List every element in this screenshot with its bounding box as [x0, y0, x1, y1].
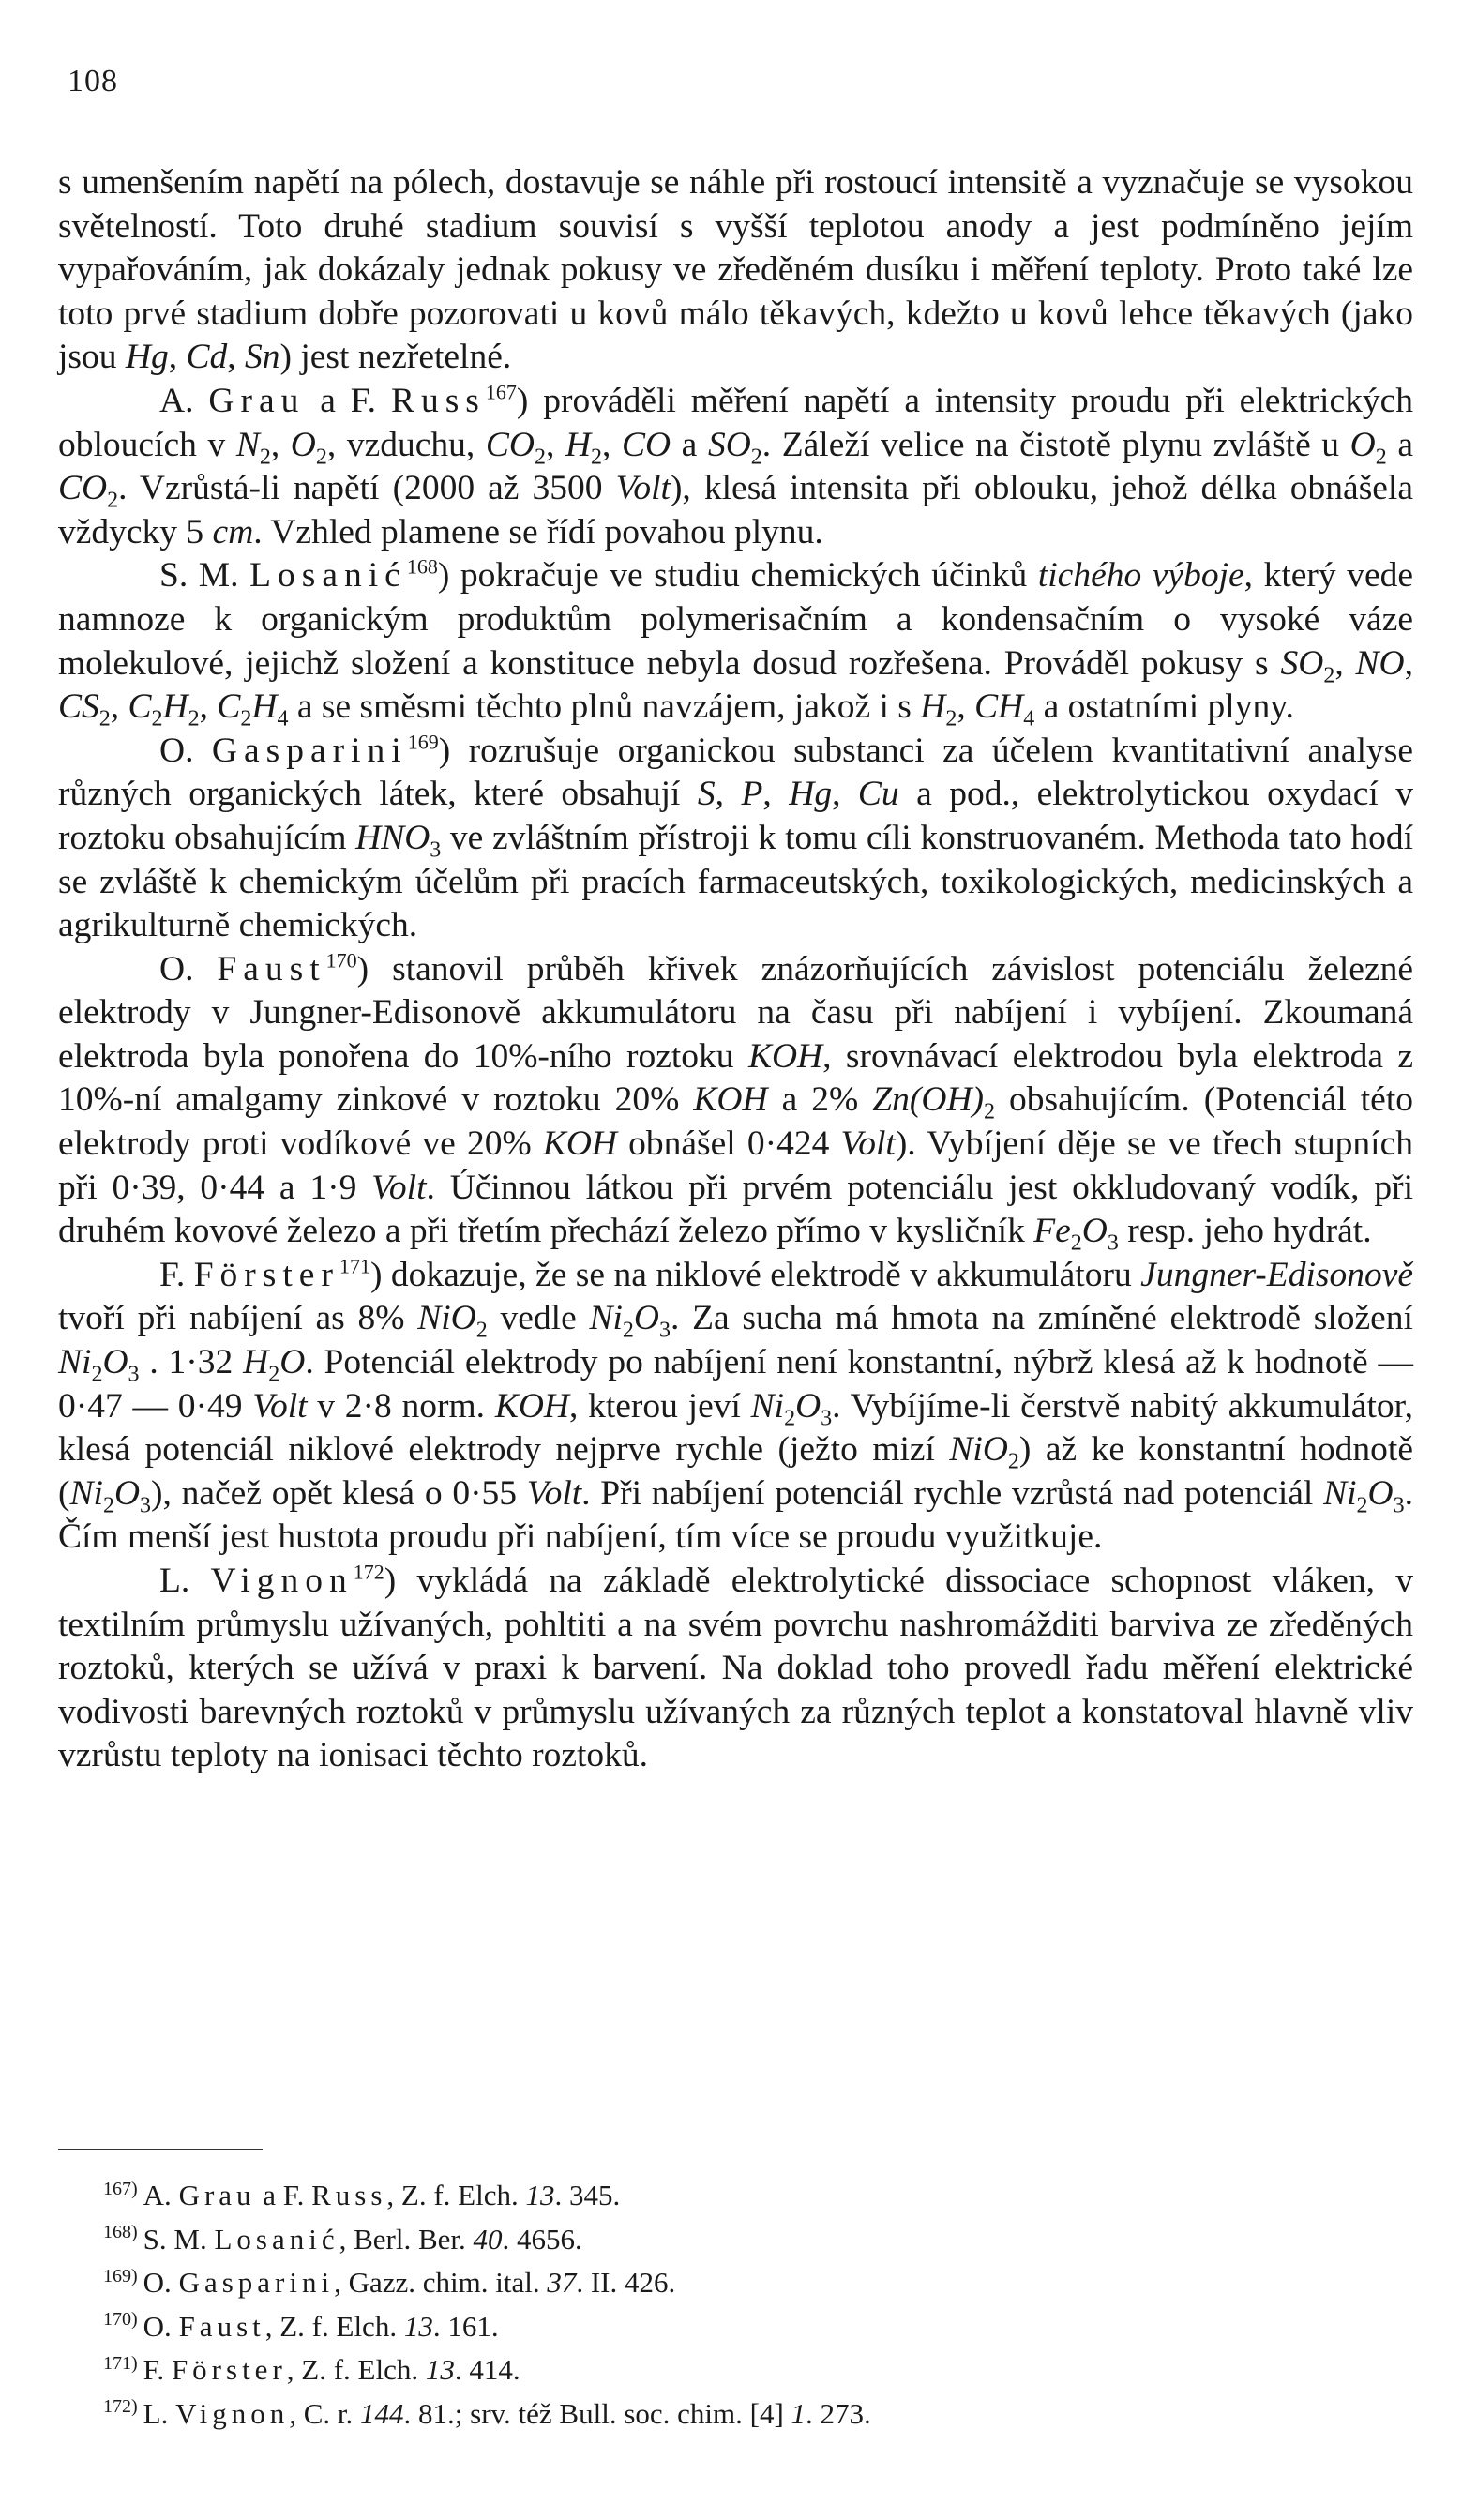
text-run: ), klesá intensita při oblouku, jehož délka obnášela vždycky 5: [58, 469, 1413, 551]
paragraph-p1: [58, 161, 1413, 380]
author-name: Grau: [208, 381, 306, 420]
text-run: ve zvláštním přístroji k tomu cíli konstruovaném. Methoda tato hodí se zvláště k chemickým účelům při pracích farmaceutských, toxikologických, medicinských a agrikulturně chemických.: [58, 818, 1414, 945]
italic-text: O: [795, 1386, 821, 1426]
footnote-text: [143, 2266, 676, 2299]
text-run: ,: [270, 425, 291, 464]
italic-text: Volt: [526, 1473, 582, 1513]
italic-text: Fe: [1033, 1212, 1071, 1251]
paragraph-p5: [58, 948, 1413, 1254]
subscript: 2: [98, 706, 111, 732]
italic-text: Ni: [750, 1386, 785, 1426]
footnote-number: 170): [103, 2309, 138, 2331]
author-name: Förster: [171, 2353, 287, 2386]
footnote-ref: 170: [325, 948, 357, 973]
text-run: , Z. f. Elch.: [264, 2309, 404, 2343]
text-run: ,: [957, 687, 975, 727]
text-run: A.: [143, 2179, 179, 2211]
text-run: resp. jeho hydrát.: [1118, 1212, 1372, 1251]
text-run: L.: [143, 2396, 176, 2430]
text-run: . 345.: [554, 2179, 621, 2211]
italic-text: H: [162, 687, 188, 727]
subscript: 2: [240, 706, 252, 732]
text-run: ,: [110, 687, 128, 727]
text-run: , Gazz. chim. ital.: [334, 2266, 548, 2299]
italic-text: Cd: [186, 338, 228, 377]
text-run: v 2·8 norm.: [307, 1386, 495, 1426]
paragraph-p3: [58, 554, 1414, 732]
footnote-text: [143, 2179, 621, 2211]
subscript: 2: [1007, 1449, 1019, 1474]
subscript: 2: [591, 445, 603, 470]
paragraph-p6: [58, 1254, 1413, 1560]
text-run: S. M.: [159, 556, 250, 596]
subscript: 3: [821, 1406, 833, 1431]
italic-text: SO: [1280, 643, 1324, 683]
author-name: Faust: [217, 949, 326, 988]
text-run: a: [671, 425, 708, 464]
footnote-separator: [58, 2149, 263, 2150]
italic-text: Volt: [840, 1124, 896, 1164]
italic-text: O: [1349, 425, 1376, 464]
text-run: . 81.; srv. též Bull. soc. chim. [4]: [403, 2396, 791, 2430]
italic-text: O: [279, 1343, 306, 1382]
text-run: . Záleží velice na čistotě plynu zvláště u: [761, 425, 1350, 464]
subscript: 2: [188, 706, 200, 732]
italic-text: Ni: [1323, 1473, 1357, 1513]
italic-text: KOH: [494, 1386, 569, 1426]
subscript: 3: [1107, 1230, 1119, 1256]
italic-text: H: [251, 687, 278, 727]
text-run: a: [1386, 425, 1413, 464]
subscript: 2: [1323, 663, 1335, 688]
text-run: . Za sucha má hmota na zmíněné elektrodě složení: [671, 1299, 1413, 1338]
page-number: 108: [68, 64, 118, 98]
author-name: Vignon: [175, 2396, 290, 2430]
footnote-number: 172): [103, 2396, 138, 2418]
italic-text: O: [633, 1299, 659, 1338]
italic-text: Volt: [371, 1168, 427, 1207]
paragraph-p4: [58, 730, 1413, 948]
subscript: 2: [102, 1493, 114, 1518]
footnote-text: [143, 2223, 582, 2256]
italic-text: C: [128, 687, 152, 727]
italic-text: 144: [360, 2396, 404, 2430]
author-name: Vignon: [210, 1562, 354, 1600]
footnote-170: [103, 2305, 1416, 2349]
text-run: . Při nabíjení potenciál rychle vzrůstá nad potenciál: [581, 1473, 1324, 1513]
text-run: . 273.: [806, 2396, 871, 2430]
footnote-167: [103, 2174, 1416, 2218]
italic-text: NiO: [417, 1299, 476, 1338]
footnote-number: 171): [103, 2352, 138, 2374]
subscript: 2: [750, 445, 762, 470]
subscript: 2: [151, 706, 163, 732]
text-run: vedle: [487, 1299, 590, 1338]
text-run: ,: [168, 338, 187, 377]
subscript: 2: [622, 1318, 634, 1343]
subscript: 2: [315, 445, 327, 470]
footnote-ref: 168: [406, 554, 438, 579]
text-run: . 414.: [454, 2353, 520, 2386]
author-name: Gasparini: [211, 731, 408, 770]
italic-text: Ni: [58, 1343, 92, 1382]
subscript: 4: [1023, 706, 1035, 732]
text-run: ) vykládá na základě elektrolytické dissociace schopnost vláken, v textilním průmyslu užívaných, pohltiti a na svém povrchu nashromážditi barviva ze zředěných roztoků, kterých se užívá v praxi k barvení. Na doklad toho provedl řadu měření elektrické vodivosti barevných roztoků v průmyslu užívaných za různých teplot a konstatoval hlavně vliv vzrůstu teploty na ionisaci těchto roztoků.: [58, 1562, 1413, 1775]
italic-text: Hg: [125, 338, 169, 377]
text-run: ,: [715, 775, 742, 814]
text-run: ), načež opět klesá o 0·55: [151, 1473, 527, 1513]
author-name: Russ: [390, 381, 486, 420]
subscript: 2: [91, 1362, 103, 1387]
subscript: 3: [430, 837, 442, 863]
footnote-ref: 172: [353, 1560, 384, 1584]
text-run: ). Vybíjení děje se ve třech stupních při 0·39, 0·44 a 1·9: [58, 1124, 1413, 1207]
italic-text: Jungner-Edisonově: [1140, 1255, 1413, 1294]
italic-text: Zn(OH): [872, 1080, 985, 1120]
text-run: ,: [1334, 643, 1356, 683]
italic-text: C: [217, 687, 241, 727]
text-run: ,: [227, 338, 245, 377]
italic-text: cm: [212, 512, 254, 551]
text-run: A.: [159, 381, 209, 420]
text-run: O.: [143, 2266, 179, 2299]
subscript: 3: [659, 1318, 671, 1343]
subscript: 3: [140, 1493, 152, 1518]
author-name: Russ: [311, 2179, 387, 2211]
text-run: . Potenciál elektrody po nabíjení není konstantní, nýbrž klesá až k hodnotě — 0·47 — 0·49: [58, 1343, 1413, 1426]
text-run: ) prováděli měření napětí a intensity proudu při elektrických obloucích v: [58, 381, 1413, 464]
text-run: F.: [143, 2353, 172, 2386]
text-run: F.: [159, 1255, 194, 1294]
author-name: Losanić: [249, 556, 407, 596]
text-run: a 2%: [767, 1080, 873, 1120]
text-run: ,: [602, 425, 622, 464]
italic-text: 40: [473, 2222, 503, 2256]
text-run: obsahujícím. (Potenciál této elektrody proti vodíkové ve 20%: [58, 1080, 1413, 1164]
subscript: 2: [268, 1362, 280, 1387]
text-run: ,: [1404, 643, 1414, 683]
footnote-169: [103, 2261, 1416, 2305]
text-run: ) až ke konstantní hodnotě (: [58, 1430, 1413, 1513]
text-run: . Čím menší jest hustota proudu při nabíjení, tím více se proudu využitkuje.: [58, 1473, 1413, 1557]
text-run: ) jest nezřetelné.: [279, 338, 512, 377]
text-run: ,: [832, 775, 858, 814]
text-run: a pod., elektrolytickou oxydací v roztoku obsahujícím: [58, 775, 1414, 857]
italic-text: 13: [425, 2353, 455, 2386]
text-run: L.: [159, 1562, 211, 1600]
text-run: . 1·32: [139, 1343, 244, 1382]
text-run: a F.: [255, 2179, 312, 2211]
italic-text: Ni: [589, 1299, 623, 1338]
author-name: Gasparini: [178, 2266, 335, 2299]
text-run: ,: [545, 425, 565, 464]
author-name: Förster: [193, 1255, 339, 1294]
footnote-ref: 167: [485, 380, 517, 404]
subscript: 2: [1375, 445, 1387, 470]
footnote-172: [103, 2392, 1416, 2437]
author-name: Faust: [178, 2309, 265, 2343]
subscript: 2: [534, 445, 546, 470]
footnote-171: [103, 2348, 1416, 2392]
subscript: 2: [1356, 1493, 1368, 1518]
footnote-text: [143, 2353, 520, 2386]
italic-text: N: [235, 425, 260, 464]
subscript: 3: [128, 1362, 140, 1387]
text-run: , C. r.: [289, 2396, 361, 2430]
footnote-number: 167): [103, 2178, 138, 2199]
text-run: . Vzhled plamene se řídí povahou plynu.: [253, 512, 823, 551]
text-run: . Vybíjíme-li čerstvě nabitý akkumulátor, klesá potenciál niklové elektrody nejprve rychle (ježto mizí: [58, 1386, 1413, 1470]
footnote-text: [143, 2397, 871, 2430]
subscript: 2: [784, 1406, 796, 1431]
text-run: a se směsmi těchto plnů navzájem, jakož i s: [288, 687, 921, 727]
text-run: tvoří při nabíjení as 8%: [58, 1299, 418, 1338]
text-run: O.: [159, 731, 212, 770]
subscript: 2: [107, 488, 119, 513]
text-run: , který vede namnoze k organickým produktům polymerisačním a kondensačním o vysoké váze molekulové, jejichž složení a konstituce nebyla dosud rozřešena. Prováděl pokusy s: [58, 556, 1413, 683]
italic-text: Volt: [615, 469, 671, 508]
italic-text: O: [102, 1343, 128, 1382]
text-run: a F.: [305, 381, 391, 420]
text-run: ,: [199, 687, 218, 727]
footnote-number: 168): [103, 2222, 138, 2243]
text-run: , Berl. Ber.: [339, 2222, 474, 2256]
subscript: 2: [945, 706, 957, 732]
italic-text: HNO: [355, 818, 430, 857]
italic-text: KOH: [542, 1124, 618, 1164]
italic-text: 37: [547, 2266, 577, 2299]
italic-text: SO: [707, 425, 751, 464]
text-run: . II. 426.: [576, 2266, 676, 2299]
italic-text: KOH: [747, 1036, 823, 1076]
subscript: 2: [1070, 1230, 1082, 1256]
italic-text: CH: [974, 687, 1024, 727]
italic-text: Cu: [857, 775, 899, 814]
text-run: ) pokračuje ve studiu chemických účinků: [437, 556, 1038, 596]
italic-text: 13: [403, 2309, 433, 2343]
subscript: 3: [1393, 1493, 1405, 1518]
italic-text: KOH: [693, 1080, 768, 1120]
text-run: , Z. f. Elch.: [386, 2179, 526, 2211]
subscript: 2: [475, 1318, 488, 1343]
author-name: Grau: [178, 2179, 256, 2211]
subscript: 2: [259, 445, 271, 470]
text-run: O.: [159, 949, 218, 988]
italic-text: O: [1081, 1212, 1108, 1251]
italic-text: O: [113, 1473, 141, 1513]
text-run: . Vzrůstá-li napětí (2000 až 3500: [118, 469, 616, 508]
text-run: O.: [143, 2309, 179, 2343]
italic-text: NiO: [949, 1430, 1008, 1470]
text-run: . 161.: [432, 2309, 499, 2343]
text-run: a ostatními plyny.: [1034, 687, 1294, 727]
italic-text: 1: [791, 2396, 806, 2430]
footnote-text: [143, 2310, 499, 2343]
text-run: s umenšením napětí na pólech, dostavuje se náhle při rostoucí intensitě a vyznačuje se vysokou světelností. Toto druhé stadium souvisí s vyšší teplotou anody a jest podmíněno jejím vypařováním, jak dokázaly jednak pokusy ve zředěném dusíku i měření teploty. Proto také lze toto prvé stadium dobře pozorovati u kovů málo těkavých, kdežto u kovů lehce těkavých (jako jsou: [58, 163, 1413, 377]
text-run: , srovnávací elektrodou byla elektroda z 10%-ní amalgamy zinkové v roztoku 20%: [58, 1036, 1414, 1120]
italic-text: O: [1367, 1473, 1394, 1513]
text-run: ) stanovil průběh křivek znázorňujících závislost potenciálu železné elektrody v Jungner-Edisonově akkumulátoru na času při nabíjení i vybíjení. Zkoumaná elektroda byla ponořena do 10%-ního roztoku: [58, 949, 1413, 1076]
paragraph-p2: [58, 380, 1413, 554]
italic-text: Volt: [252, 1386, 308, 1426]
text-run: , vzduchu,: [326, 425, 486, 464]
italic-text: Sn: [245, 338, 280, 377]
text-run: ) dokazuje, že se na niklové elektrodě v akkumulátoru: [369, 1255, 1141, 1294]
italic-text: H: [565, 425, 592, 464]
text-run: ) rozrušuje organickou substanci za účelem kvantitativní analyse různých organických látek, které obsahují: [58, 731, 1413, 814]
text-run: , kterou jeví: [569, 1386, 751, 1426]
subscript: 2: [984, 1099, 996, 1124]
italic-text: P: [741, 775, 763, 814]
text-run: S. M.: [143, 2222, 215, 2256]
italic-text: H: [920, 687, 946, 727]
italic-text: CO: [485, 425, 535, 464]
author-name: Losanić: [214, 2222, 339, 2256]
italic-text: NO: [1355, 643, 1405, 683]
text-run: . 4656.: [502, 2222, 582, 2256]
footnote-168: [103, 2218, 1416, 2262]
italic-text: 13: [525, 2179, 555, 2211]
footnote-ref: 169: [407, 730, 439, 754]
italic-text: CO: [622, 425, 671, 464]
text-run: , Z. f. Elch.: [286, 2353, 426, 2386]
footnote-ref: 171: [339, 1254, 370, 1278]
paragraph-p7: [58, 1560, 1413, 1778]
italic-text: CO: [58, 469, 108, 508]
body-text: [58, 161, 1413, 1778]
italic-text: Ni: [69, 1473, 103, 1513]
text-run: ,: [762, 775, 790, 814]
italic-text: tichého výboje: [1037, 556, 1244, 596]
italic-text: S: [697, 775, 716, 814]
italic-text: Hg: [789, 775, 833, 814]
italic-text: CS: [58, 687, 99, 727]
subscript: 4: [277, 706, 289, 732]
footnotes: [103, 2174, 1416, 2436]
footnote-number: 169): [103, 2265, 138, 2286]
text-run: obnášel 0·424: [617, 1124, 841, 1164]
text-run: . Účinnou látkou při prvém potenciálu jest okkludovaný vodík, při druhém kovové železo a při třetím přechází železo přímo v kysličník: [58, 1168, 1413, 1251]
italic-text: H: [243, 1343, 269, 1382]
italic-text: O: [290, 425, 316, 464]
